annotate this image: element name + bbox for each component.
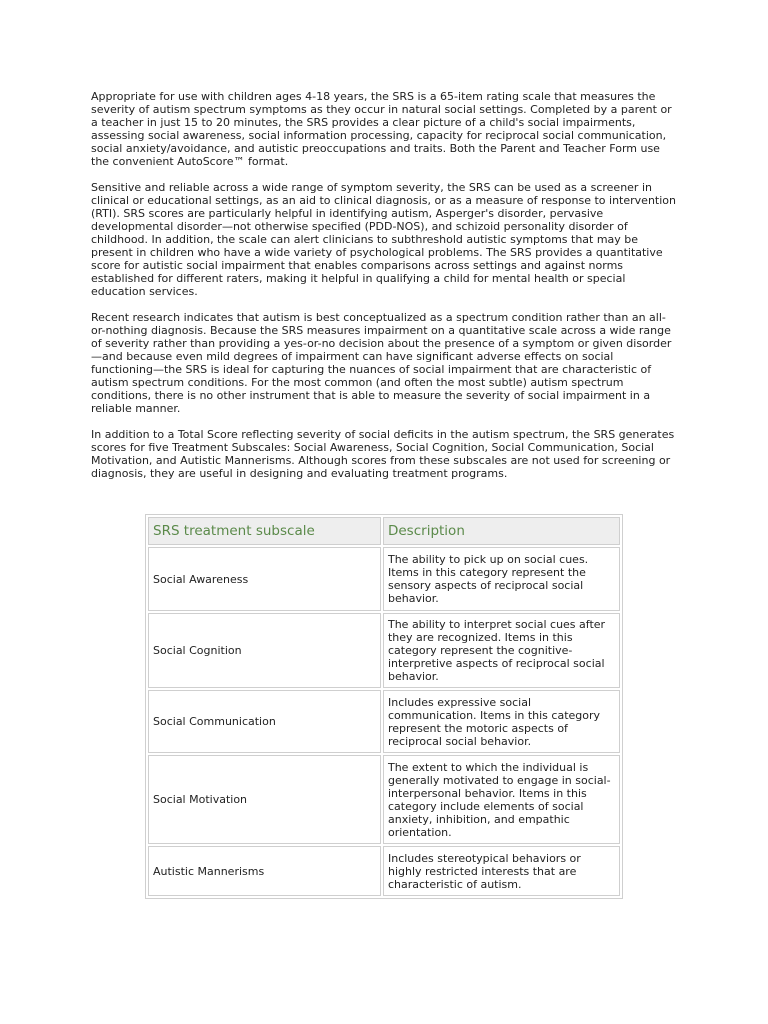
subscale-description: The ability to pick up on social cues. Items in this category represent the sensory aspects of reciprocal social behavior. — [383, 547, 620, 611]
subscale-name: Autistic Mannerisms — [148, 846, 381, 896]
table-row — [148, 690, 620, 753]
subscale-table — [145, 514, 623, 899]
subscale-name: Social Cognition — [148, 613, 381, 688]
subscale-description: The extent to which the individual is generally motivated to engage in social-interpersonal behavior. Items in this category include elements of social anxiety, inhibition, and empathic orientation. — [383, 755, 620, 844]
table-header-row — [148, 517, 620, 545]
table-row — [148, 755, 620, 844]
paragraph-sensitivity: Sensitive and reliable across a wide range of symptom severity, the SRS can be used as a screener in clinical or educational settings, as an aid to clinical diagnosis, or as a measure of response to intervention (RTI). SRS scores are particularly helpful in identifying autism, Asperger's disorder, pervasive developmental disorder—not otherwise specified (PDD-NOS), and schizoid personality disorder of childhood. In addition, the scale can alert clinicians to subthreshold autistic symptoms that may be present in children who have a wide variety of psychological problems. The SRS provides a quantitative score for autistic social impairment that enables comparisons across settings and against norms established for different raters, making it helpful in qualifying a child for mental health or special education services. — [91, 181, 676, 298]
table-row — [148, 547, 620, 611]
document-body — [91, 90, 676, 493]
table-row — [148, 846, 620, 896]
table-row — [148, 613, 620, 688]
subscale-table-container — [145, 514, 623, 899]
subscale-description: Includes stereotypical behaviors or highly restricted interests that are characteristic of autism. — [383, 846, 620, 896]
paragraph-intro: Appropriate for use with children ages 4-18 years, the SRS is a 65-item rating scale that measures the severity of autism spectrum symptoms as they occur in natural social settings. Completed by a parent or a teacher in just 15 to 20 minutes, the SRS provides a clear picture of a child's social impairments, assessing social awareness, social information processing, capacity for reciprocal social communication, social anxiety/avoidance, and autistic preoccupations and traits. Both the Parent and Teacher Form use the convenient AutoScore™ format. — [91, 90, 672, 168]
subscale-description: Includes expressive social communication. Items in this category represent the motoric aspects of reciprocal social behavior. — [383, 690, 620, 753]
subscale-description: The ability to interpret social cues after they are recognized. Items in this category represent the cognitive-interpretive aspects of reciprocal social behavior. — [383, 613, 620, 688]
header-description: Description — [383, 517, 620, 545]
subscale-name: Social Communication — [148, 690, 381, 753]
subscale-name: Social Motivation — [148, 755, 381, 844]
paragraph-subscales: In addition to a Total Score reflecting severity of social deficits in the autism spectrum, the SRS generates scores for five Treatment Subscales: Social Awareness, Social Cognition, Social Communication, Social Motivation, and Autistic Mannerisms. Although scores from these subscales are not used for screening or diagnosis, they are useful in designing and evaluating treatment programs. — [91, 428, 675, 480]
subscale-name: Social Awareness — [148, 547, 381, 611]
header-subscale: SRS treatment subscale — [148, 517, 381, 545]
paragraph-research: Recent research indicates that autism is best conceptualized as a spectrum condition rather than an all-or-nothing diagnosis. Because the SRS measures impairment on a quantitative scale across a wide range of severity rather than providing a yes-or-no decision about the presence of a symptom or given disorder—and because even mild degrees of impairment can have significant adverse effects on social functioning—the SRS is ideal for capturing the nuances of social impairment that are characteristic of autism spectrum conditions. For the most common (and often the most subtle) autism spectrum conditions, there is no other instrument that is able to measure the severity of social impairment in a reliable manner. — [91, 311, 672, 415]
